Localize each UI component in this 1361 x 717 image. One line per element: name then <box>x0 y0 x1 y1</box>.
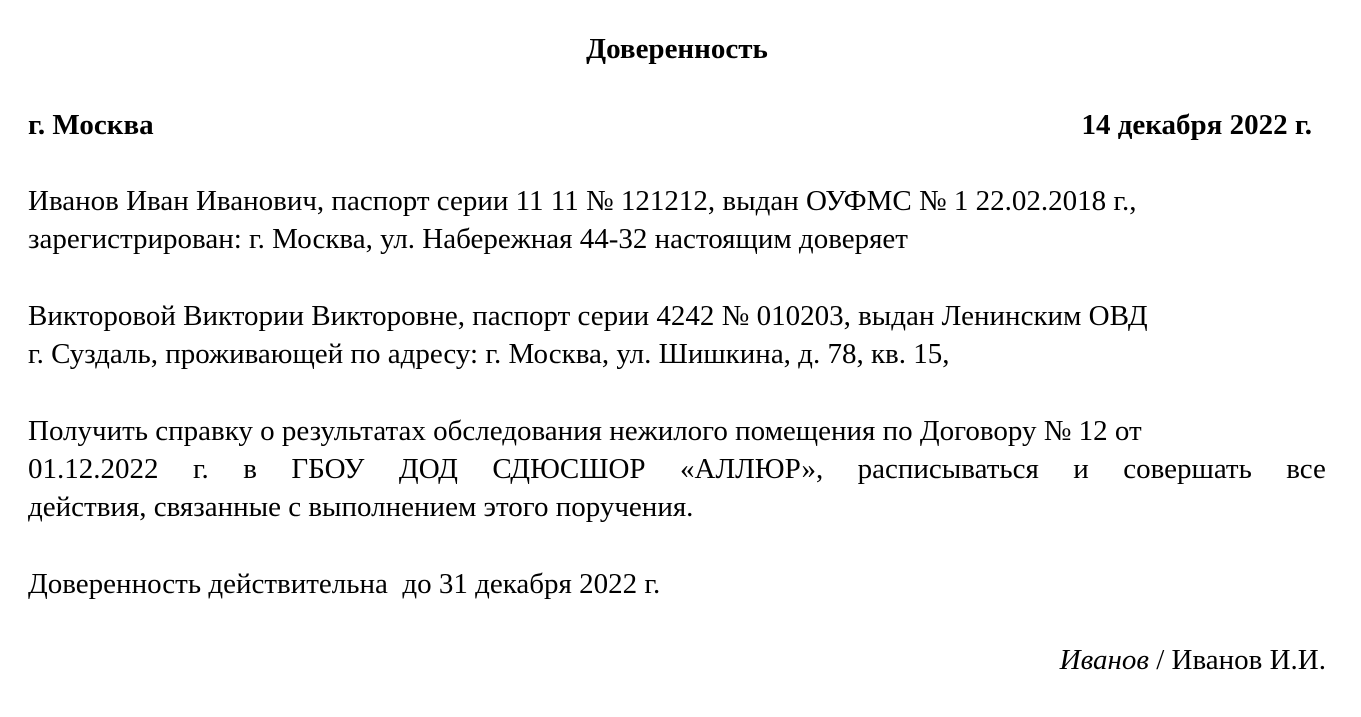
powers-word: и <box>1073 453 1089 485</box>
principal-paragraph <box>28 182 1326 258</box>
powers-line-2 <box>28 450 1326 488</box>
principal-line-2: зарегистрирован: г. Москва, ул. Набережная 44-32 настоящим доверяет <box>28 223 908 255</box>
attorney-line-1-text: Викторовой Виктории Викторовне, паспорт серии 4242 № 010203, выдан Ленинским ОВД <box>28 300 1148 332</box>
power-of-attorney-document <box>28 0 1326 717</box>
place-date-row <box>28 106 1312 144</box>
attorney-paragraph <box>28 297 1326 373</box>
validity-paragraph <box>28 565 1326 603</box>
powers-word: «АЛЛЮР», <box>680 453 824 485</box>
powers-line-1: Получить справку о результатах обследования нежилого помещения по Договору № 12 от <box>28 415 1142 447</box>
attorney-line-2: г. Суздаль, проживающей по адресу: г. Москва, ул. Шишкина, д. 78, кв. 15, <box>28 338 950 370</box>
powers-word: в <box>243 453 257 485</box>
validity-text: Доверенность действительна до 31 декабря 2022 г. <box>28 568 661 600</box>
document-title: Доверенность <box>586 33 768 65</box>
powers-word: 01.12.2022 <box>28 453 159 485</box>
document-date: 14 декабря 2022 г. <box>1081 109 1312 141</box>
powers-word: совершать <box>1123 453 1252 485</box>
powers-word: СДЮСШОР <box>492 453 646 485</box>
signature-separator: / <box>1148 644 1172 676</box>
handwritten-signature: Иванов <box>1059 644 1149 676</box>
signatory-name: Иванов И.И. <box>1171 644 1326 676</box>
attorney-line-1 <box>28 297 1326 335</box>
powers-word: ГБОУ <box>291 453 365 485</box>
powers-word: все <box>1286 453 1326 485</box>
powers-line-3: действия, связанные с выполнением этого поручения. <box>28 491 694 523</box>
powers-word: расписываться <box>857 453 1039 485</box>
signature-block <box>1060 641 1326 679</box>
document-city: г. Москва <box>28 109 154 141</box>
powers-word: ДОД <box>398 453 458 485</box>
powers-word: г. <box>192 453 209 485</box>
powers-paragraph <box>28 412 1326 526</box>
principal-line-1: Иванов Иван Иванович, паспорт серии 11 11 № 121212, выдан ОУФМС № 1 22.02.2018 г., <box>28 185 1137 217</box>
